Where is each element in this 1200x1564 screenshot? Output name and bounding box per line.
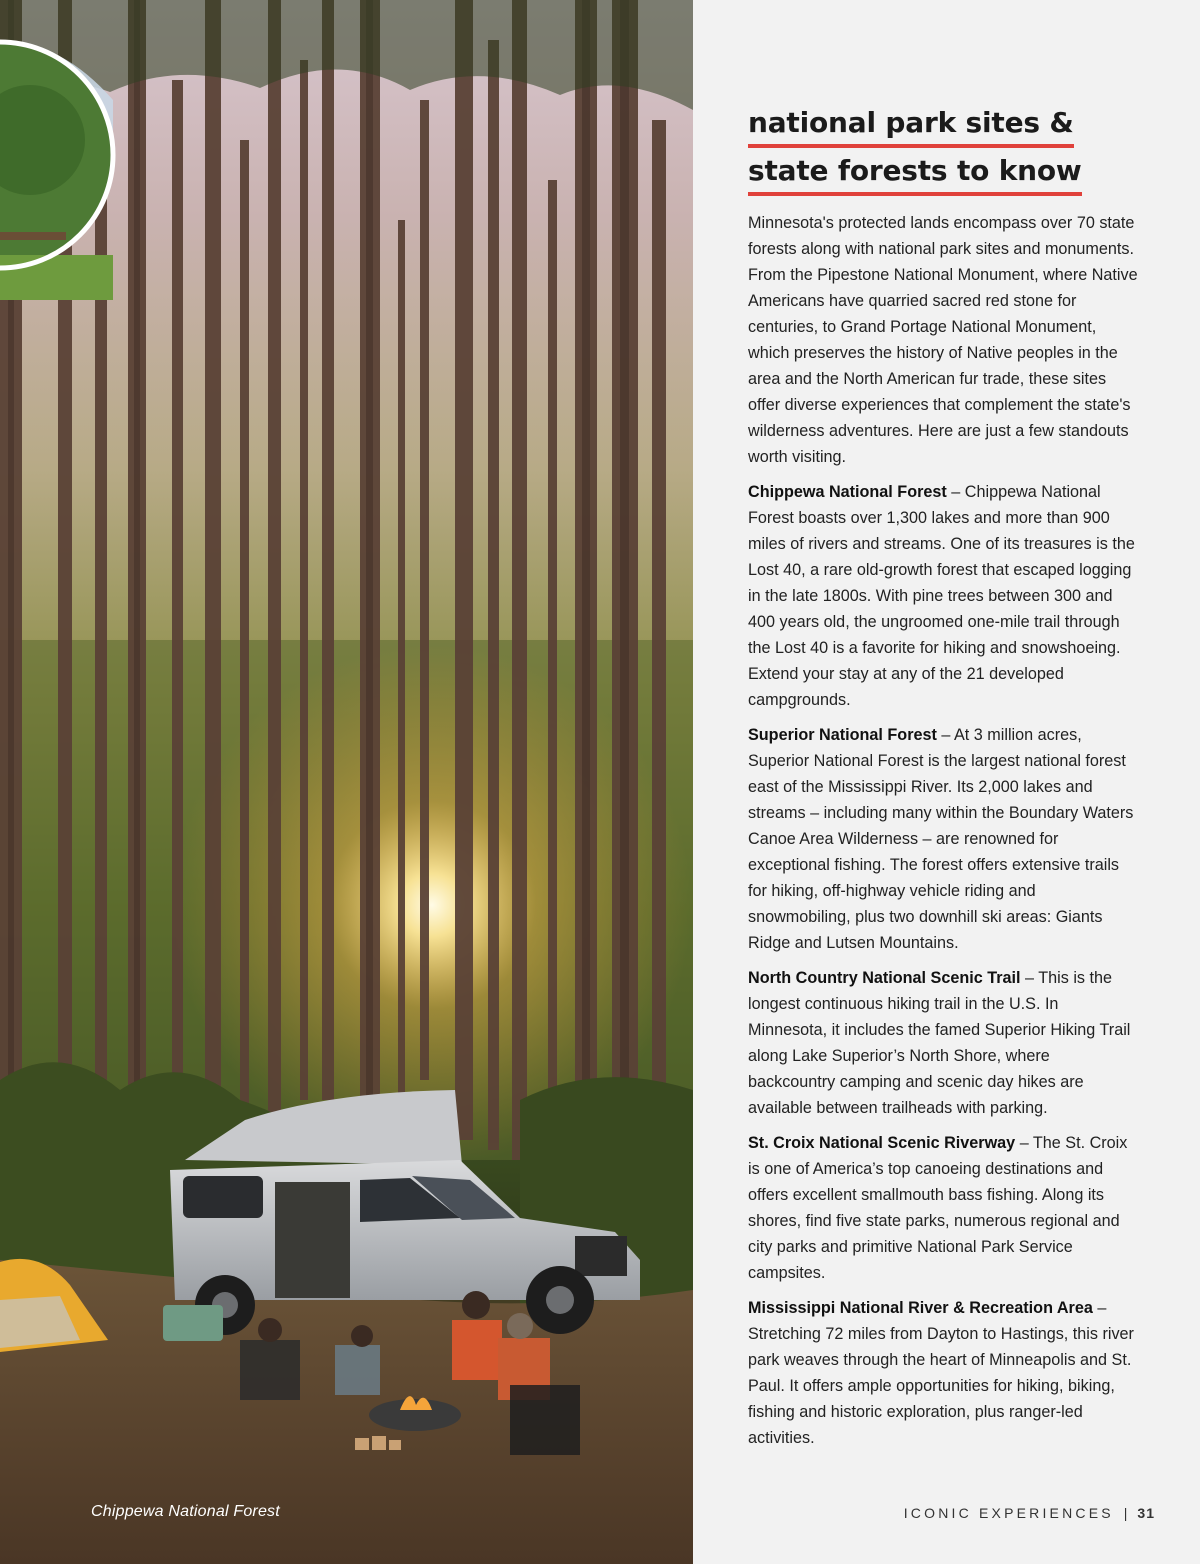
intro-paragraph: Minnesota's protected lands encompass over 70 state forests along with national park sites and monuments. From the Pipestone National Monument, where Native Americans have quarried sacred red stone for centuries, to Grand Portage National Monument, which preserves the history of Native peoples in the area and the North American fur trade, these sites offer diverse experiences that complement the state's wilderness adventures. Here are just a few standouts worth visiting. bbox=[748, 214, 1138, 466]
section-text: – At 3 million acres, Superior National Forest is the largest national forest east of the Mississippi River. Its 2,000 lakes and streams – including many within the Boundary Waters Canoe Area Wilderness – are renowned for exceptional fishing. The forest offers extensive trails for hiking, off-highway vehicle riding and snowmobiling, plus two downhill ski areas: Giants Ridge and Lutsen Mountains. bbox=[748, 726, 1134, 952]
section-text: – Chippewa National Forest boasts over 1,300 lakes and more than 900 miles of rivers and streams. One of its treasures is the Lost 40, a rare old-growth forest that escaped logging in the late 1800s. With pine trees between 300 and 400 years old, the ungroomed one-mile trail through the Lost 40 is a favorite for hiking and snowshoeing. Extend your stay at any of the 21 developed campgrounds. bbox=[748, 483, 1135, 709]
photo-caption: Chippewa National Forest bbox=[91, 1503, 280, 1520]
page-number: 31 bbox=[1137, 1505, 1155, 1521]
section-title: Mississippi National River & Recreation Area bbox=[748, 1299, 1093, 1317]
footer-section-label: ICONIC EXPERIENCES bbox=[903, 1505, 1114, 1521]
article-column bbox=[748, 102, 1138, 1460]
section-title: Chippewa National Forest bbox=[748, 483, 947, 501]
section-title: St. Croix National Scenic Riverway bbox=[748, 1134, 1016, 1152]
section-text: – The St. Croix is one of America’s top canoeing destinations and offers excellent smallmouth bass fishing. Along its shores, find five state parks, numerous regional and city parks and primitive National Park Service campsites. bbox=[748, 1134, 1128, 1282]
section-title: North Country National Scenic Trail bbox=[748, 969, 1021, 987]
section-text: – This is the longest continuous hiking trail in the U.S. In Minnesota, it includes the famed Superior Hiking Trail along Lake Superior’s North Shore, where backcountry camping and scenic day hikes are available between trailheads with parking. bbox=[748, 969, 1131, 1117]
footer-separator: | bbox=[1123, 1505, 1128, 1521]
heading-line-2: state forests to know bbox=[748, 150, 1082, 196]
section-text: – Stretching 72 miles from Dayton to Hastings, this river park weaves through the heart of Minneapolis and St. Paul. It offers ample opportunities for hiking, biking, fishing and historic exploration, plus ranger-led activities. bbox=[748, 1299, 1134, 1447]
section-title: Superior National Forest bbox=[748, 726, 937, 744]
article-heading bbox=[748, 102, 1138, 196]
section-paragraph bbox=[748, 722, 1138, 956]
section-paragraph bbox=[748, 479, 1138, 713]
article-body bbox=[748, 210, 1138, 1451]
section-paragraph bbox=[748, 1295, 1138, 1451]
section-paragraph bbox=[748, 965, 1138, 1121]
page-footer bbox=[904, 1505, 1155, 1521]
heading-line-1: national park sites & bbox=[748, 102, 1074, 148]
section-paragraph bbox=[748, 1130, 1138, 1286]
